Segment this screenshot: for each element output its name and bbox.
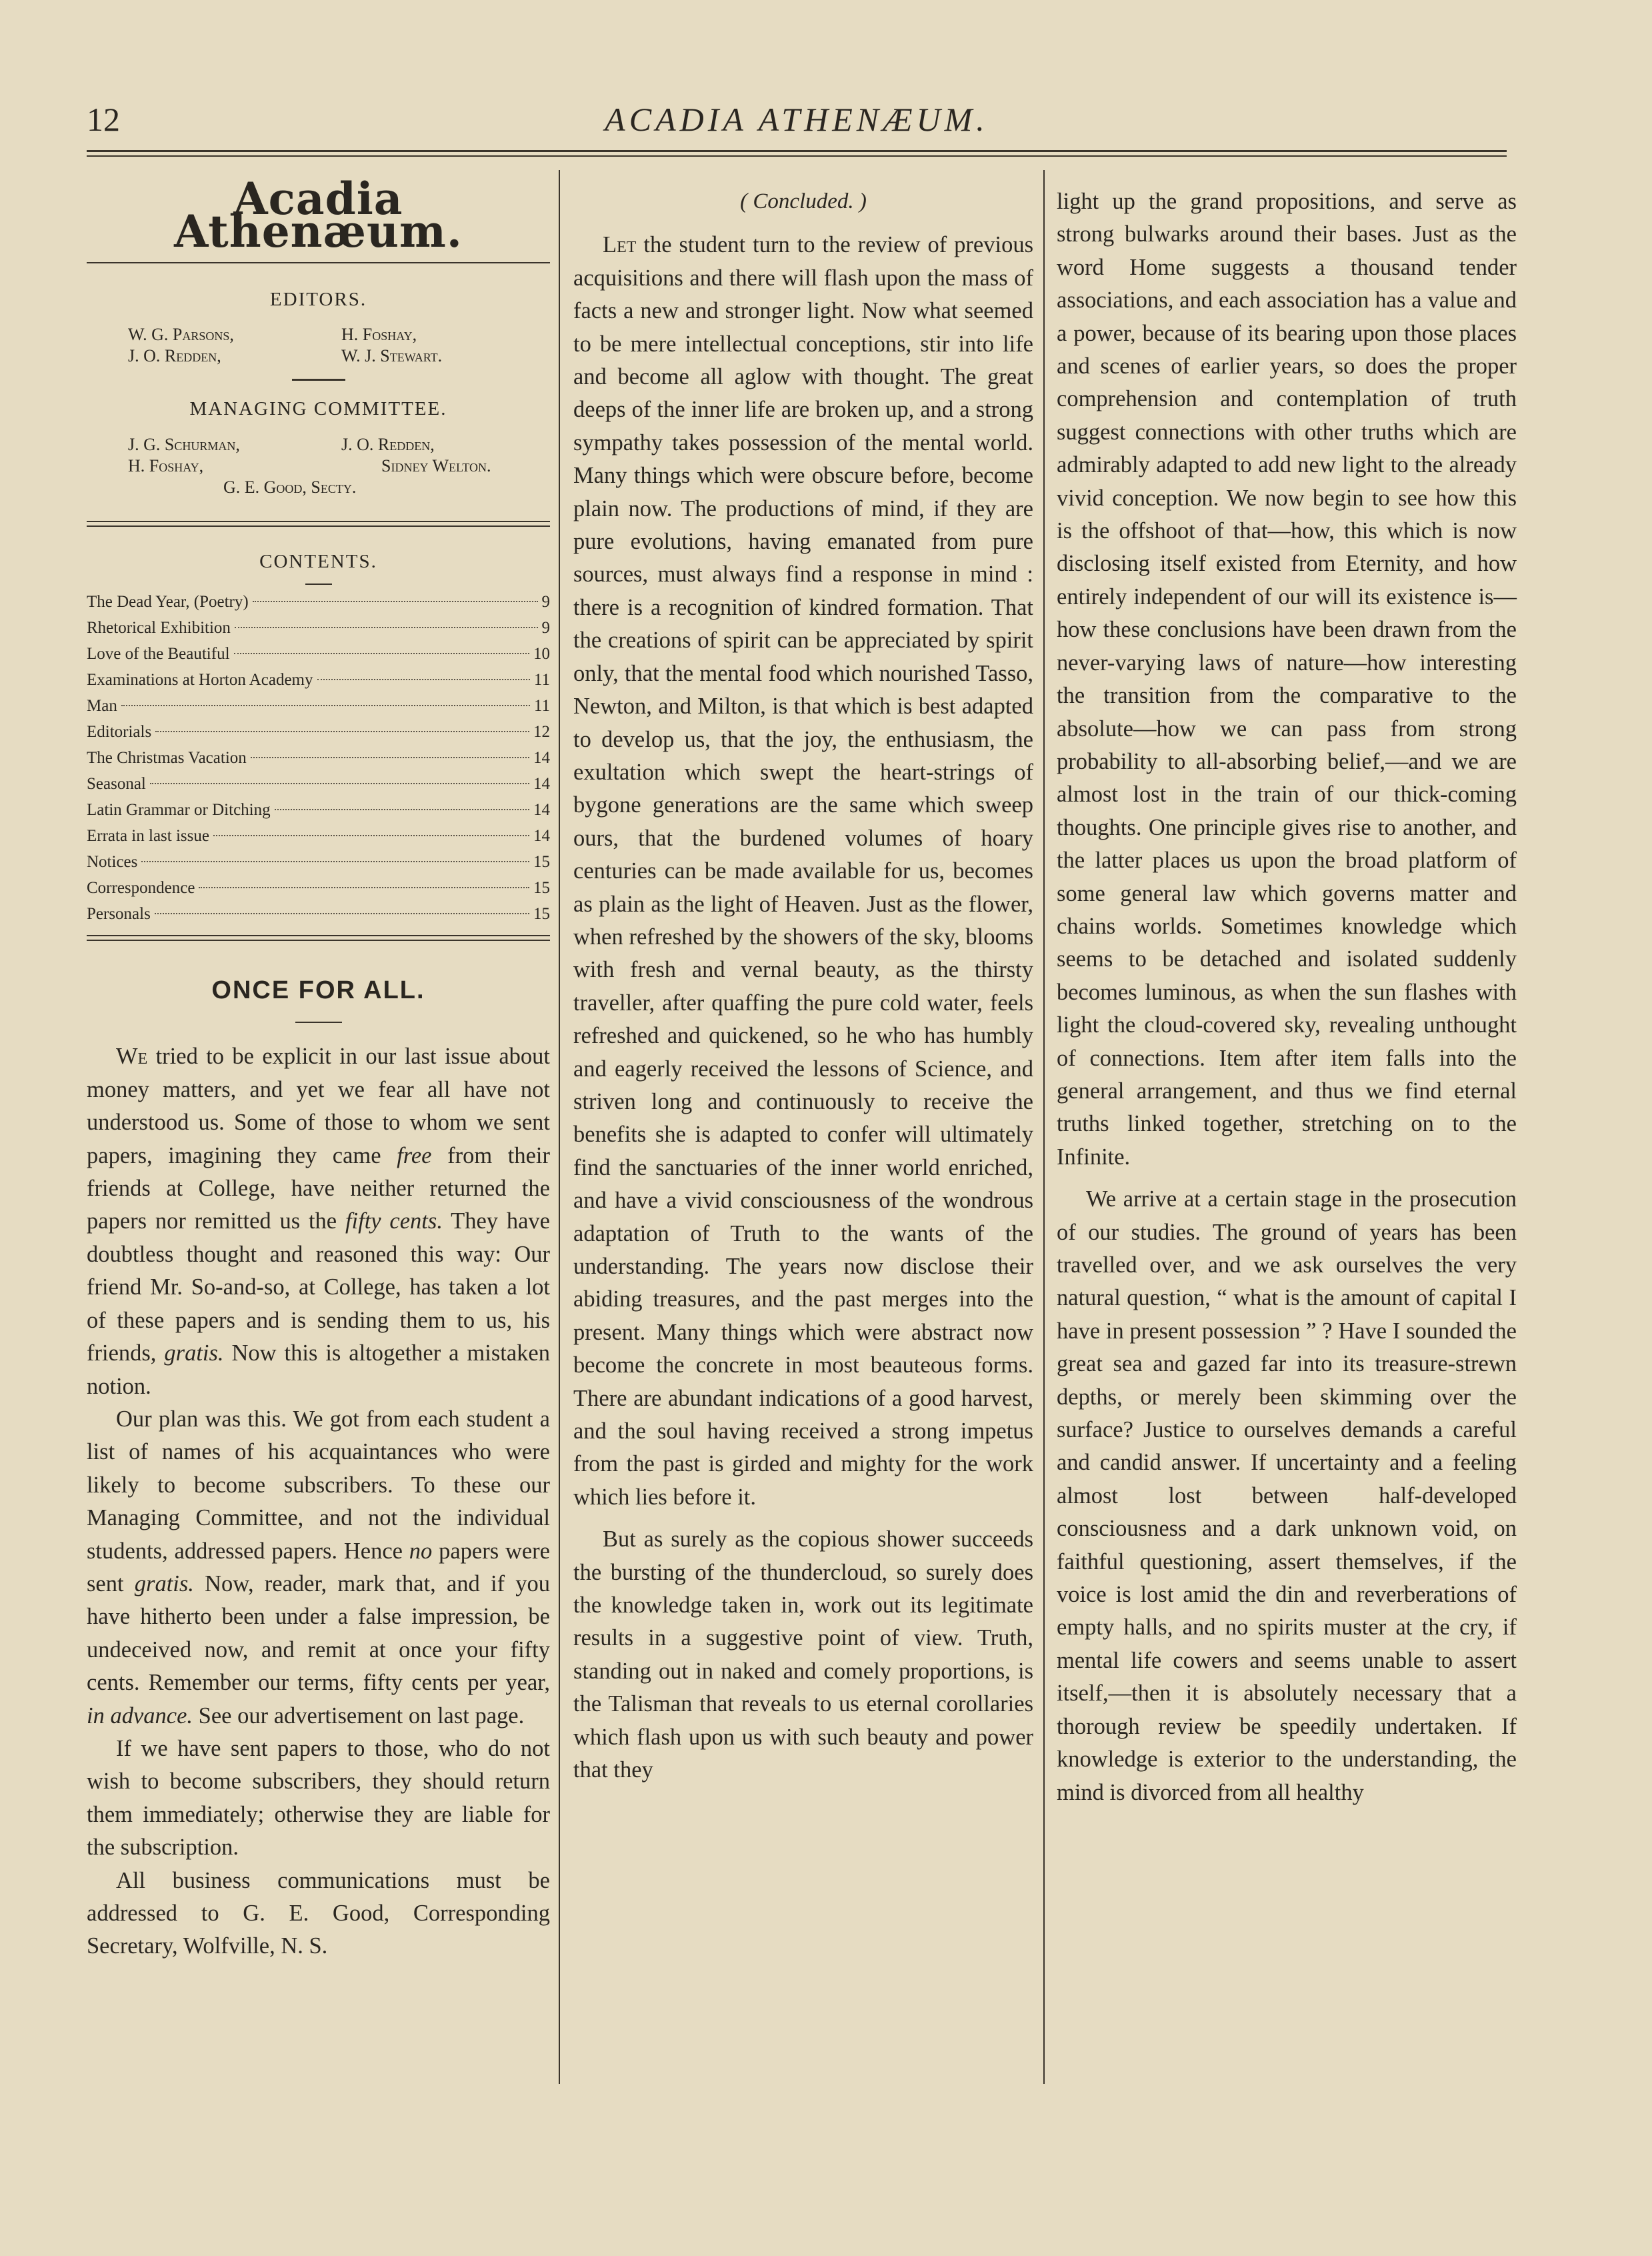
contents-item-title: Seasonal bbox=[87, 775, 146, 794]
contents-item bbox=[87, 641, 550, 667]
contents-item-title: The Christmas Vacation bbox=[87, 749, 247, 768]
contents-item-title: Personals bbox=[87, 905, 151, 924]
column-divider-right bbox=[1043, 170, 1045, 2084]
editor-name: W. G. Parsons, bbox=[128, 325, 234, 345]
contents-leader-dots bbox=[150, 783, 529, 784]
article-paragraph: All business communications must be addressed to G. E. Good, Corresponding Secretary, Wolfville, N. S. bbox=[87, 1867, 550, 1959]
contents-item-page: 15 bbox=[533, 879, 550, 898]
contents-item-page: 14 bbox=[533, 801, 550, 820]
editors-list bbox=[87, 324, 550, 367]
contents-item bbox=[87, 823, 550, 849]
contents-item-title: Rhetorical Exhibition bbox=[87, 619, 231, 638]
contents-item-page: 14 bbox=[533, 827, 550, 846]
contents-item-title: Latin Grammar or Ditching bbox=[87, 801, 271, 820]
contents-leader-dots bbox=[317, 679, 530, 680]
article-paragraph: We tried to be explicit in our last issue about money matters, and yet we fear all have not understood us. Some of those to whom we sent papers, imagining they came free from their friends at College, have neither returned the papers nor remitted us the fifty cents. They have doubtless thought and reasoned this way: Our friend Mr. So-and-so, at College, has taken a lot of these papers and is sending them to us, his friends, gratis. Now this is altogether a mistaken notion. bbox=[87, 1044, 550, 1399]
committee-name: Sidney Welton. bbox=[381, 455, 491, 475]
contents-rule-1 bbox=[87, 935, 550, 936]
contents-item-page: 11 bbox=[533, 697, 550, 716]
committee-rule-2 bbox=[87, 525, 550, 527]
contents-leader-dots bbox=[141, 861, 529, 862]
contents-leader-dots bbox=[235, 627, 538, 628]
contents-leader-dots bbox=[155, 913, 529, 914]
left-column bbox=[87, 167, 550, 1963]
article-paragraph: Let the student turn to the review of previous acquisitions and there will flash upon the mass of facts a new and stronger light. Now what seemed to be mere intellectual conceptions, stir into life and become all aglow with thought. The great deeps of the inner life are broken up, and a strong sympathy takes possession of the mental world. Many things which were obscure before, become plain now. The productions of mind, if they are pure evolutions, having emanated from pure sources, must always find a response in mind : there is a recognition of kindred formation. That the creations of spirit can be appreciated by spirit only, that the mental food which nourished Tasso, Newton, and Milton, is that which is best adapted to develop us, that the joy, the enthusiasm, the exultation which swept the heart-strings of bygone generations are the same which sweep ours, that the burdened volumes of hoary centuries can be made available for us, becomes as plain as the light of Heaven. Just as the flower, when refreshed by the showers of the sky, blooms with fresh and vernal beauty, as the thirsty traveller, after quaffing the pure cold water, feels refreshed and quickened, so he who has humbly and eagerly received the lessons of Science, and striven long and continuously to receive the benefits she is adapted to confer will ultimately find the sanctuaries of the inner world enriched, and have a vivid consciousness of the wondrous adaptation of Truth to the wants of the understanding. The years now disclose their abiding treasures, and the past merges into the present. Many things which were abstract now become the concrete in most beauteous forms. There are abundant indications of a good harvest, and the soul having received a strong impetus from the past is girded and mighty for the work which lies before it. bbox=[573, 232, 1033, 1510]
contents-item-title: Errata in last issue bbox=[87, 827, 209, 846]
article-paragraph: We arrive at a certain stage in the prosecution of our studies. The ground of years has been travelled over, and we ask ourselves the very natural question, “ what is the amount of capital I have in present possession ” ? Have I sounded the great sea and gazed far into its treasure-strewn depths, or merely been skimming over the surface? Justice to ourselves demands a careful and candid answer. If uncertainty and a feeling almost lost between half-developed consciousness and a dark unknown void, on faithful questioning, assert themselves, if the voice is lost amid the din and reverberations of empty halls, and no spirits muster at the cry, if mental life cowers and seems unable to assert itself,—then it is absolutely necessary that a thorough review be speedily undertaken. If knowledge is exterior to the understanding, the mind is divorced from all healthy bbox=[1057, 1186, 1517, 1805]
contents-leader-dots bbox=[121, 705, 530, 706]
committee-name: G. E. Good, Secty. bbox=[223, 477, 357, 497]
column-divider-left bbox=[559, 170, 560, 2084]
contents-item bbox=[87, 771, 550, 797]
contents-leader-dots bbox=[253, 601, 538, 602]
middle-column bbox=[573, 167, 1033, 1787]
editor-name: J. O. Redden, bbox=[128, 346, 221, 366]
header-rule-top bbox=[87, 150, 1507, 152]
contents-item bbox=[87, 849, 550, 875]
committee-list bbox=[87, 434, 550, 498]
contents-item-title: Editorials bbox=[87, 723, 152, 742]
contents-item bbox=[87, 667, 550, 693]
contents-list bbox=[87, 589, 550, 927]
contents-item bbox=[87, 797, 550, 823]
contents-item-title: Man bbox=[87, 697, 117, 716]
contents-leader-dots bbox=[155, 731, 529, 732]
contents-rule-2 bbox=[87, 940, 550, 941]
contents-item-page: 9 bbox=[541, 619, 550, 638]
contents-divider bbox=[305, 584, 332, 585]
masthead-rule bbox=[87, 262, 550, 263]
article-paragraph: If we have sent papers to those, who do not wish to become subscribers, they should return them immediately; otherwise they are liable for the subscription. bbox=[87, 1735, 550, 1861]
masthead-title: Acadia Athenæum. bbox=[174, 173, 463, 258]
editors-heading: EDITORS. bbox=[269, 288, 367, 310]
contents-leader-dots bbox=[275, 809, 529, 810]
page-number: 12 bbox=[87, 101, 120, 138]
contents-item bbox=[87, 589, 550, 615]
article-paragraph: But as surely as the copious shower succeeds the bursting of the thundercloud, so surely does the knowledge taken in, work out its legitimate results in a suggestive point of view. Truth, standing out in naked and comely proportions, is the Talisman that reveals to us eternal corollaries which flash upon us with such beauty and power that they bbox=[573, 1526, 1033, 1783]
contents-item-page: 9 bbox=[541, 593, 550, 612]
contents-heading: CONTENTS. bbox=[259, 550, 377, 572]
contents-item-title: Love of the Beautiful bbox=[87, 645, 230, 664]
concluded-note: ( Concluded. ) bbox=[740, 189, 867, 213]
contents-leader-dots bbox=[251, 757, 529, 758]
contents-leader-dots bbox=[213, 835, 529, 836]
committee-name: J. G. Schurman, bbox=[128, 434, 240, 454]
contents-item-title: The Dead Year, (Poetry) bbox=[87, 593, 249, 612]
contents-item bbox=[87, 719, 550, 745]
contents-item-page: 15 bbox=[533, 905, 550, 924]
contents-item bbox=[87, 901, 550, 927]
committee-heading: MANAGING COMMITTEE. bbox=[189, 398, 447, 420]
committee-rule-1 bbox=[87, 521, 550, 522]
article-paragraph: light up the grand propositions, and serve as strong bulwarks around their bases. Just as the word Home suggests a thousand tender associations, and each association has a value and a power, because of its bearing upon those places and scenes of earlier years, so does the proper comprehension and contemplation of truth suggest connections with other truths which are admirably adapted to add new light to the already vivid conception. We now begin to see how this is the offshoot of that—how, this which is now disclosing itself existed from Eternity, and how entirely independent of our will its existence is—how these conclusions have been drawn from the never-varying laws of nature—how interesting the transition from the comparative to the absolute—how we can pass from strong probability to all-absorbing belief,—and we are almost lost in the train of our thick-coming thoughts. One principle gives rise to another, and the latter places us upon the broad platform of some general law which governs matter and chains worlds. Sometimes knowledge which seems to be detached and isolated suddenly becomes luminous, as when the sun flashes with light the cloud-covered sky, revealing unthought of connections. Item after item falls into the general arrangement, and thus we find eternal truths linked together, stretching on to the Infinite. bbox=[1057, 189, 1517, 1170]
journal-title: ACADIA ATHENÆUM. bbox=[605, 101, 989, 138]
contents-item bbox=[87, 745, 550, 771]
committee-name: H. Foshay, bbox=[128, 455, 204, 475]
drop-lead: We bbox=[116, 1044, 148, 1070]
contents-leader-dots bbox=[234, 653, 529, 654]
drop-lead: Let bbox=[603, 232, 637, 258]
editor-name: H. Foshay, bbox=[341, 325, 417, 345]
contents-item-page: 15 bbox=[533, 853, 550, 872]
contents-item bbox=[87, 693, 550, 719]
contents-item-page: 14 bbox=[533, 749, 550, 768]
contents-item-page: 10 bbox=[533, 645, 550, 664]
contents-item-page: 14 bbox=[533, 775, 550, 794]
header-rule-bottom bbox=[87, 155, 1507, 157]
contents-item bbox=[87, 615, 550, 641]
contents-item-title: Correspondence bbox=[87, 879, 195, 898]
contents-leader-dots bbox=[199, 887, 529, 888]
editors-divider bbox=[292, 379, 345, 381]
editor-name: W. J. Stewart. bbox=[341, 346, 443, 366]
article-paragraph: Our plan was this. We got from each student a list of names of his acquaintances who were likely to become subscribers. To these our Managing Committee, and not the individual students, addressed papers. Hence no papers were sent gratis. Now, reader, mark that, and if you have hitherto been under a false impression, be undeceived now, and remit at once your fifty cents. Remember our terms, fifty cents per year, in advance. See our advertisement on last page. bbox=[87, 1406, 550, 1729]
contents-item-page: 11 bbox=[533, 671, 550, 690]
article-title-rule bbox=[295, 1022, 342, 1023]
article-title: ONCE FOR ALL. bbox=[211, 976, 425, 1005]
contents-item-title: Notices bbox=[87, 853, 138, 872]
right-column bbox=[1057, 185, 1517, 1809]
contents-item-title: Examinations at Horton Academy bbox=[87, 671, 313, 690]
committee-name: J. O. Redden, bbox=[341, 434, 435, 454]
running-header bbox=[87, 100, 1507, 140]
contents-item-page: 12 bbox=[533, 723, 550, 742]
contents-item bbox=[87, 875, 550, 901]
